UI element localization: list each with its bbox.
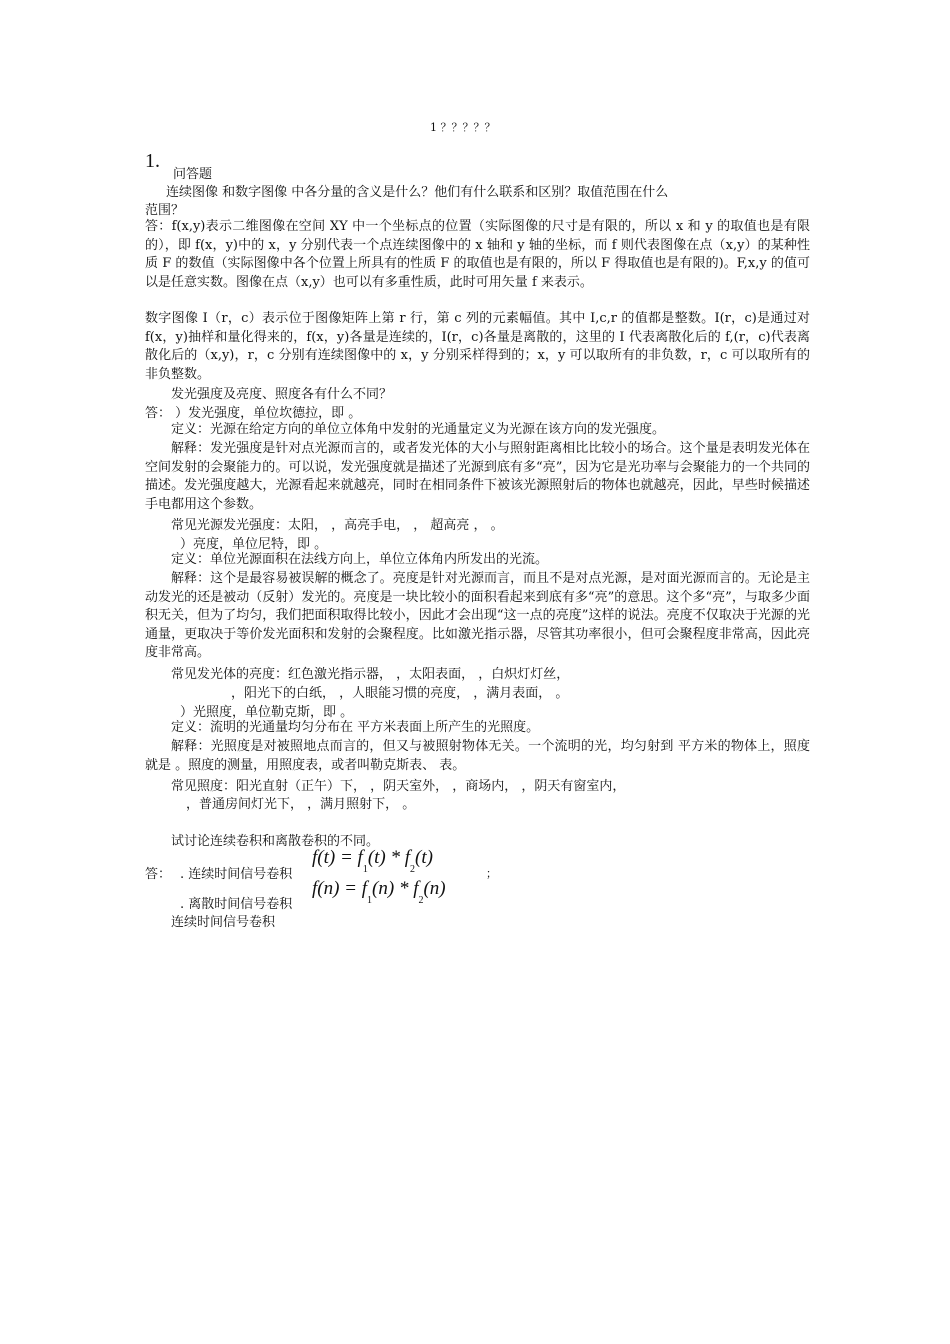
q1-question-line1: 连续图像 和数字图像 中各分量的含义是什么？他们有什么联系和区别？取值范围在什么 <box>166 185 669 200</box>
q2-a3-explanation: 解释：光照度是对被照地点而言的，但又与被照射物体无关。一个流明的光，均匀射到 平方米的物体上，照度就是 。照度的测量，用照度表，或者叫勒克斯表、 表。 <box>145 739 810 773</box>
q3-item1-tail: ； <box>486 867 497 880</box>
q2-a2-definition: 定义：单位光源面积在法线方向上，单位立体角内所发出的光流。 <box>171 552 549 567</box>
section-title: 问答题 <box>173 167 213 182</box>
page-header-title: 1 ？？？？？ <box>430 121 496 134</box>
q2-a3-heading: ）光照度，单位勒克斯，即 。 <box>180 705 354 720</box>
q2-a3-common-line1: 常见照度：阳光直射（正午）下， ，阴天室外， ，商场内， ，阴天有窗室内， <box>171 779 626 794</box>
q2-a1-definition: 定义：光源在给定方向的单位立体角中发射的光通量定义为光源在该方向的发光强度。 <box>171 422 666 437</box>
q3-item2-label: . 离散时间信号卷积 <box>180 897 293 912</box>
q3-item1-label: . 连续时间信号卷积 <box>180 867 293 882</box>
q2-a1-common-values: 常见光源发光强度：太阳， ，高亮手电， ， 超高亮 ， 。 <box>171 518 504 533</box>
q2-a2-explanation: 解释：这个是最容易被误解的概念了。亮度是针对光源而言，而且不是对点光源，是对面光源而言的。无论是主动发光的还是被动（反射）发光的。亮度是一块比较小的面积看起来到底有多“亮”的意思。这个多“亮”，与取多少面积无关，但为了均匀，我们把面积取得比较小，因此才会出现“这一点的亮度”这样的说法。亮度不仅取决于光源的光通量，更取决于等价发光面积和发射的会聚程度。比如激光指示器，尽管其功率很小，但可会聚程度非常高，因此亮度非常高。 <box>145 571 810 660</box>
q2-a2-common-line1: 常见发光体的亮度：红色激光指示器， ，太阳表面， ，白炽灯灯丝， <box>171 667 570 682</box>
q1-answer-paragraph-2: 数字图像 I（r，c）表示位于图像矩阵上第 r 行，第 c 列的元素幅值。其中 I,c,r 的值都是整数。I(r，c)是通过对 f(x，y)抽样和量化得来的，f(x，y)各量是连续的，I(r，c)各量是离散的，这里的 I 代表离散化后的 f,(r，c)代表离散化后的（x,y)，r，c 分别有连续图像中的 x，y 分别采样得到的；x，y 可以取所有的非负数，r，c 可以取所有的非负整数。 <box>145 311 810 382</box>
q2-a2-common-line2: ，阳光下的白纸， ，人眼能习惯的亮度， ，满月表面， 。 <box>231 686 569 701</box>
q1-question-line2: 范围？ <box>145 203 185 218</box>
q2-a1-heading: 答： ）发光强度，单位坎德拉，即 。 <box>145 406 362 421</box>
q3-question: 试讨论连续卷积和离散卷积的不同。 <box>171 834 380 849</box>
continuous-convolution-formula: $f(t) = f_1(t) * f_2(t)$ <box>312 847 433 875</box>
q2-a3-definition: 定义：流明的光通量均匀分布在 平方米表面上所产生的光照度。 <box>171 720 540 735</box>
q3-item3-label: 连续时间信号卷积 <box>171 915 276 930</box>
discrete-convolution-formula: $f(n) = f_1(n) * f_2(n)$ <box>312 878 446 906</box>
q1-answer-paragraph-1: 答：f(x,y)表示二维图像在空间 XY 中一个坐标点的位置（实际图像的尺寸是有限的，所以 x 和 y 的取值也是有限的），即 f(x，y)中的 x，y 分别代表一个点连续图像中的 x 轴和 y 轴的坐标，而 f 则代表图像在点（x,y）的某种性质 F 的数值（实际图像中各个位置上所具有的性质 F 的取值也是有限的，所以 F 得取值也是有限的)。F,x,y 的值可以是任意实数。图像在点（x,y）也可以有多重性质，此时可用矢量 f 来表示。 <box>145 219 810 290</box>
q2-a3-common-line2: ，普通房间灯光下， ，满月照射下， 。 <box>186 797 416 812</box>
q2-a2-heading: ）亮度，单位尼特，即 。 <box>180 537 328 552</box>
section-number: 1. <box>145 150 160 172</box>
q2-a1-explanation: 解释：发光强度是针对点光源而言的，或者发光体的大小与照射距离相比比较小的场合。这个量是表明发光体在空间发射的会聚能力的。可以说，发光强度就是描述了光源到底有多“亮”，因为它是光功率与会聚能力的一个共同的描述。发光强度越大，光源看起来就越亮，同时在相同条件下被该光源照射后的物体也就越亮，因此，早些时候描述手电都用这个参数。 <box>145 441 810 512</box>
q2-question: 发光强度及亮度、照度各有什么不同？ <box>171 387 393 402</box>
q3-answer-label: 答： <box>145 867 172 882</box>
